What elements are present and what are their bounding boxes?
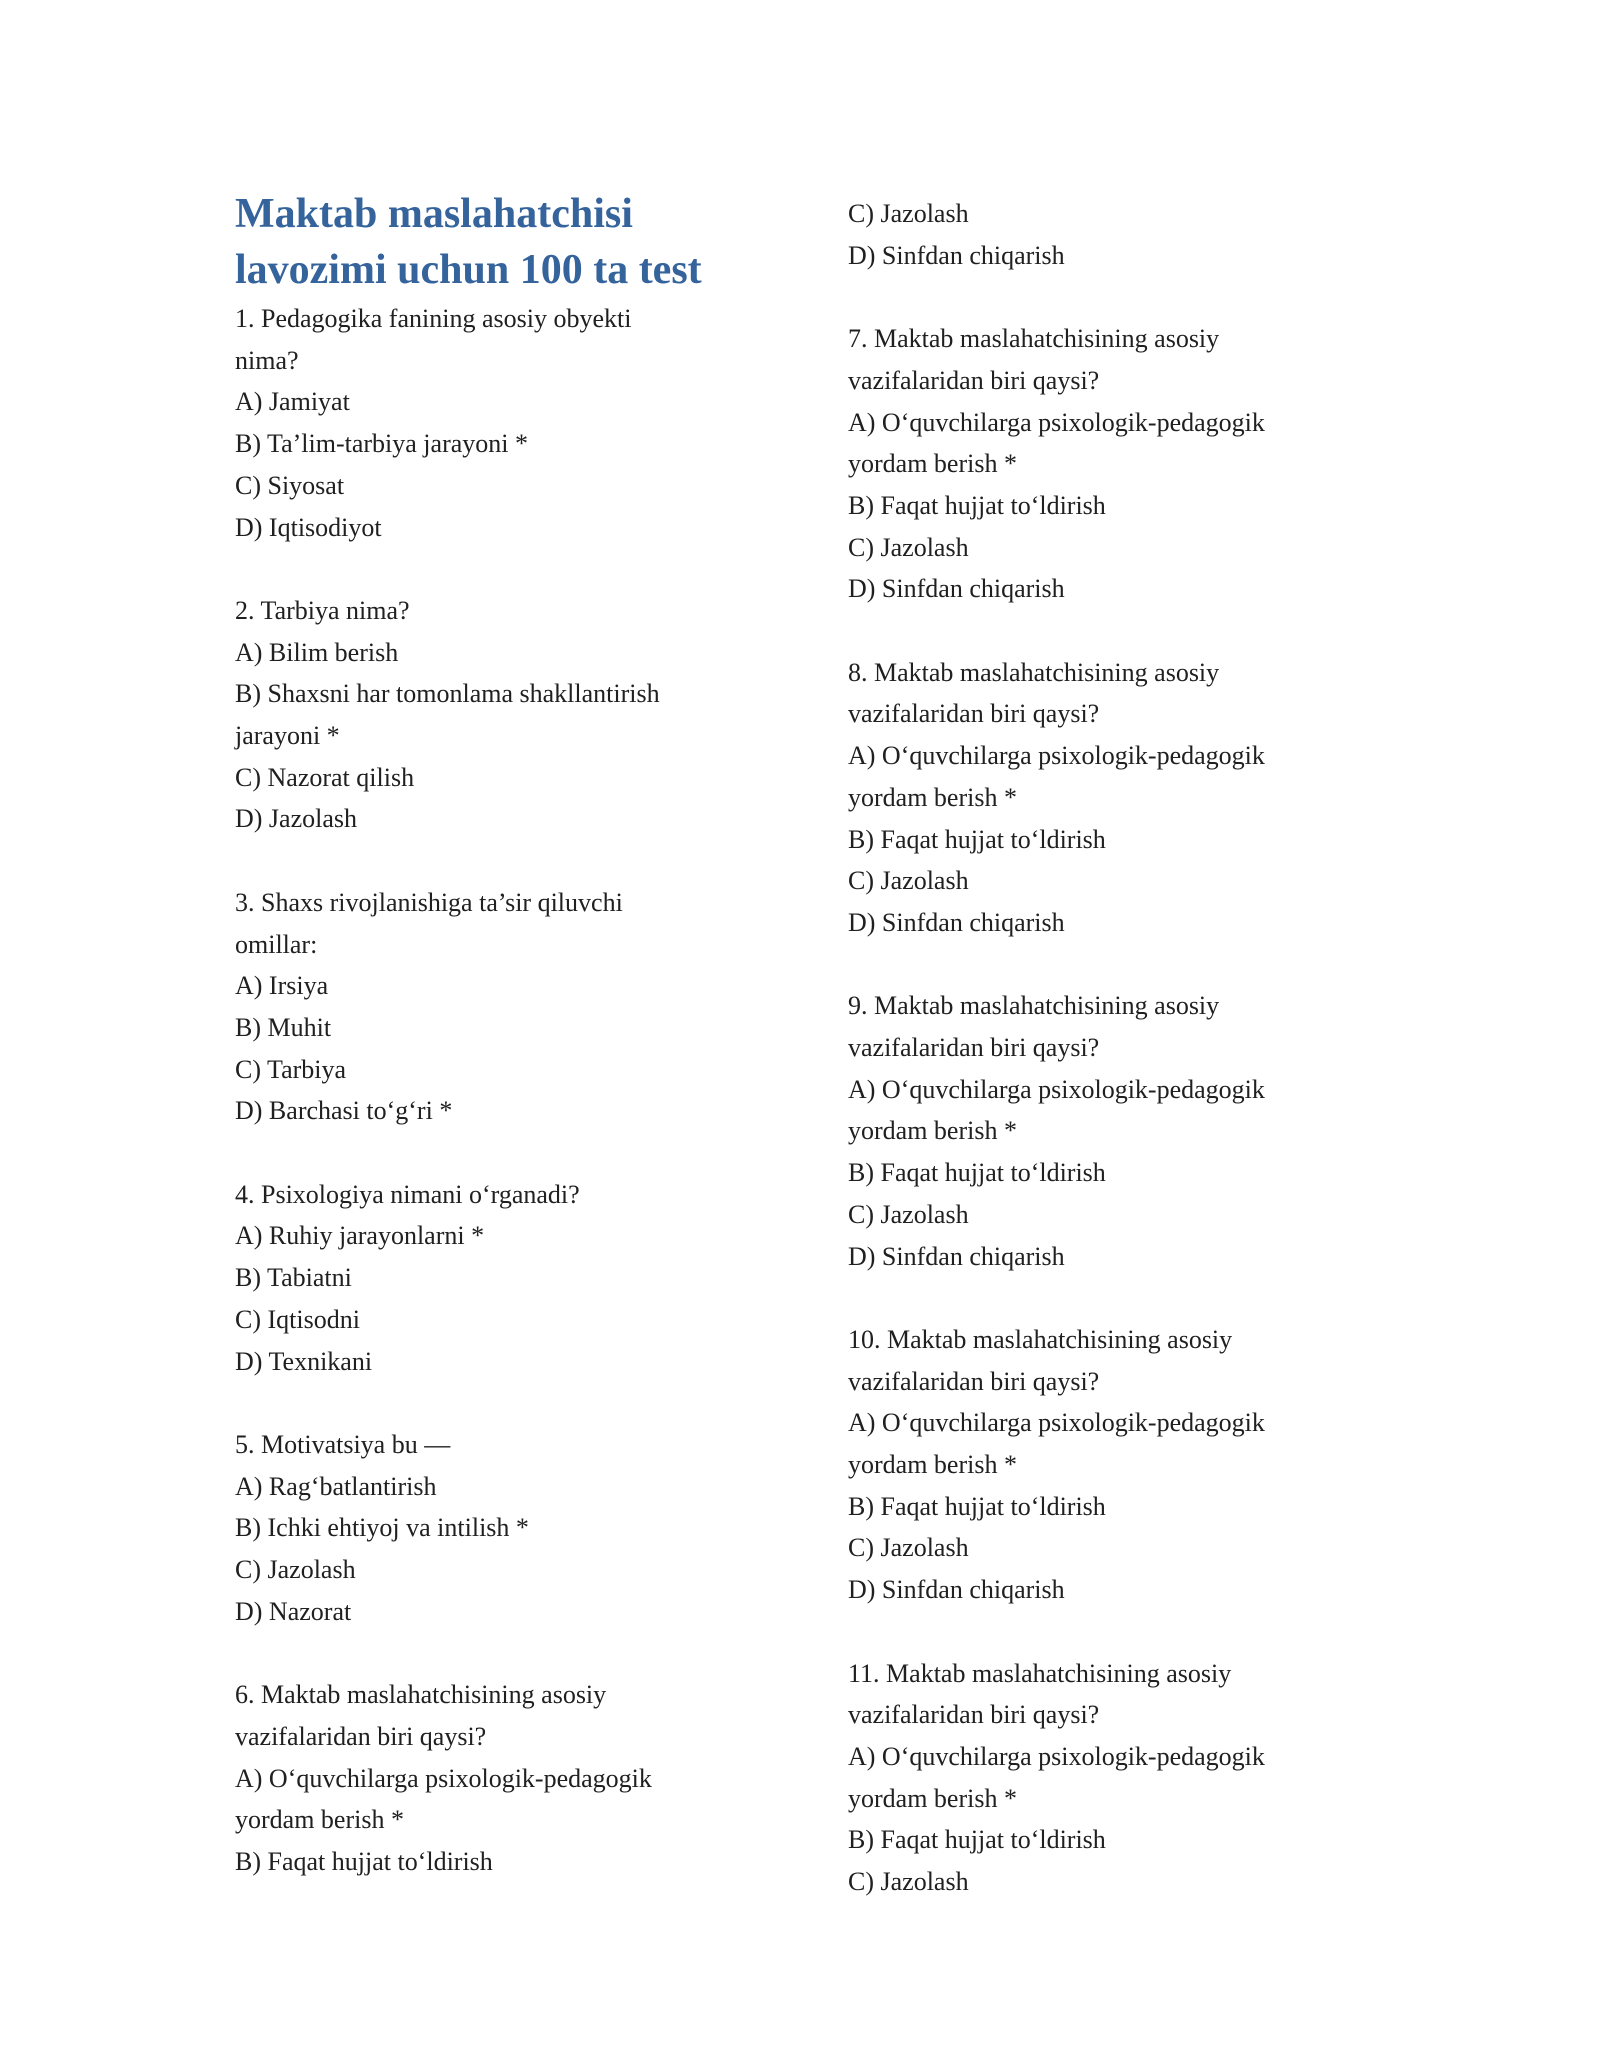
text-line: A) O‘quvchilarga psixologik-pedagogik	[235, 1763, 652, 1793]
text-line: D) Iqtisodiyot	[235, 512, 382, 542]
text-line: 3. Shaxs rivojlanishiga ta’sir qiluvchi	[235, 887, 623, 917]
text-line: D) Barchasi to‘g‘ri *	[235, 1096, 453, 1126]
question-block	[235, 298, 800, 548]
question-block	[848, 1653, 1413, 1903]
text-line: C) Nazorat qilish	[235, 762, 415, 792]
text-line: B) Faqat hujjat to‘ldirish	[848, 1158, 1106, 1188]
question-block	[235, 882, 800, 1132]
question-block	[235, 590, 800, 840]
text-line: A) Jamiyat	[235, 387, 350, 417]
text-line: B) Faqat hujjat to‘ldirish	[848, 1825, 1106, 1855]
text-line: C) Tarbiya	[235, 1054, 347, 1084]
text-line: C) Iqtisodni	[235, 1304, 360, 1334]
text-line: 2. Tarbiya nima?	[235, 595, 410, 625]
text-line: D) Sinfdan chiqarish	[848, 907, 1065, 937]
right-column-blocks	[848, 193, 1413, 1903]
document-title	[235, 186, 800, 298]
text-line: A) O‘quvchilarga psixologik-pedagogik	[848, 1074, 1265, 1104]
text-line: B) Faqat hujjat to‘ldirish	[235, 1846, 493, 1876]
text-line: vazifalaridan biri qaysi?	[235, 1721, 487, 1751]
text-line: A) O‘quvchilarga psixologik-pedagogik	[848, 1408, 1265, 1438]
text-line: A) Rag‘batlantirish	[235, 1471, 437, 1501]
text-line: vazifalaridan biri qaysi?	[848, 365, 1100, 395]
text-line: B) Ta’lim-tarbiya jarayoni *	[235, 429, 528, 459]
question-block	[848, 1319, 1413, 1611]
text-line: D) Sinfdan chiqarish	[848, 240, 1065, 270]
text-line: yordam berish *	[848, 782, 1017, 812]
text-line: D) Nazorat	[235, 1596, 352, 1626]
text-line: A) O‘quvchilarga psixologik-pedagogik	[848, 407, 1265, 437]
text-line: yordam berish *	[848, 1116, 1017, 1146]
text-line: C) Jazolash	[848, 1867, 969, 1897]
text-line: yordam berish *	[848, 1783, 1017, 1813]
text-line: 1. Pedagogika fanining asosiy obyekti	[235, 304, 632, 333]
text-line: vazifalaridan biri qaysi?	[848, 1033, 1100, 1063]
text-line: 11. Maktab maslahatchisining asosiy	[848, 1658, 1232, 1688]
text-line: C) Siyosat	[235, 470, 345, 500]
text-line: vazifalaridan biri qaysi?	[848, 699, 1100, 729]
text-line: 5. Motivatsiya bu —	[235, 1429, 451, 1459]
text-line: yordam berish *	[235, 1805, 404, 1835]
text-line: D) Jazolash	[235, 804, 358, 834]
text-line: B) Faqat hujjat to‘ldirish	[848, 824, 1106, 854]
text-line: C) Jazolash	[848, 199, 969, 228]
question-block	[235, 1174, 800, 1383]
question-block	[848, 652, 1413, 944]
text-line: 6. Maktab maslahatchisining asosiy	[235, 1680, 607, 1710]
text-line: D) Sinfdan chiqarish	[848, 574, 1065, 604]
document-title-line: Maktab maslahatchisi	[235, 191, 633, 237]
right-column	[848, 193, 1413, 1944]
text-line: A) Bilim berish	[235, 637, 399, 667]
text-line: A) Ruhiy jarayonlarni *	[235, 1221, 485, 1251]
text-line: B) Faqat hujjat to‘ldirish	[848, 1491, 1106, 1521]
question-continuation-block	[848, 193, 1413, 276]
text-line: C) Jazolash	[848, 532, 969, 562]
text-line: C) Jazolash	[848, 1533, 969, 1563]
question-block	[235, 1424, 800, 1633]
text-line: B) Tabiatni	[235, 1263, 352, 1293]
text-line: A) O‘quvchilarga psixologik-pedagogik	[848, 741, 1265, 771]
text-line: B) Ichki ehtiyoj va intilish *	[235, 1513, 529, 1543]
question-block	[848, 318, 1413, 610]
text-line: C) Jazolash	[235, 1555, 356, 1585]
text-line: 10. Maktab maslahatchisining asosiy	[848, 1324, 1233, 1354]
text-line: D) Sinfdan chiqarish	[848, 1241, 1065, 1271]
text-line: B) Muhit	[235, 1012, 332, 1042]
text-line: A) O‘quvchilarga psixologik-pedagogik	[848, 1741, 1265, 1771]
question-block	[848, 985, 1413, 1277]
text-line: 4. Psixologiya nimani o‘rganadi?	[235, 1179, 580, 1209]
text-line: 9. Maktab maslahatchisining asosiy	[848, 991, 1220, 1021]
text-line: A) Irsiya	[235, 971, 329, 1001]
text-line: jarayoni *	[235, 721, 340, 751]
text-line: B) Faqat hujjat to‘ldirish	[848, 490, 1106, 520]
text-line: 8. Maktab maslahatchisining asosiy	[848, 657, 1220, 687]
question-block	[235, 1674, 800, 1883]
text-line: omillar:	[235, 929, 318, 959]
left-column	[235, 186, 800, 1924]
text-line: yordam berish *	[848, 449, 1017, 479]
text-line: vazifalaridan biri qaysi?	[848, 1366, 1100, 1396]
text-line: yordam berish *	[848, 1450, 1017, 1480]
text-line: nima?	[235, 345, 299, 375]
text-line: D) Texnikani	[235, 1346, 373, 1376]
text-line: 7. Maktab maslahatchisining asosiy	[848, 324, 1220, 354]
text-line: D) Sinfdan chiqarish	[848, 1575, 1065, 1605]
text-line: vazifalaridan biri qaysi?	[848, 1700, 1100, 1730]
document-title-line: lavozimi uchun 100 ta test	[235, 247, 702, 293]
left-column-blocks	[235, 298, 800, 1883]
text-line: C) Jazolash	[848, 1199, 969, 1229]
text-line: C) Jazolash	[848, 866, 969, 896]
text-line: B) Shaxsni har tomonlama shakllantirish	[235, 679, 660, 709]
